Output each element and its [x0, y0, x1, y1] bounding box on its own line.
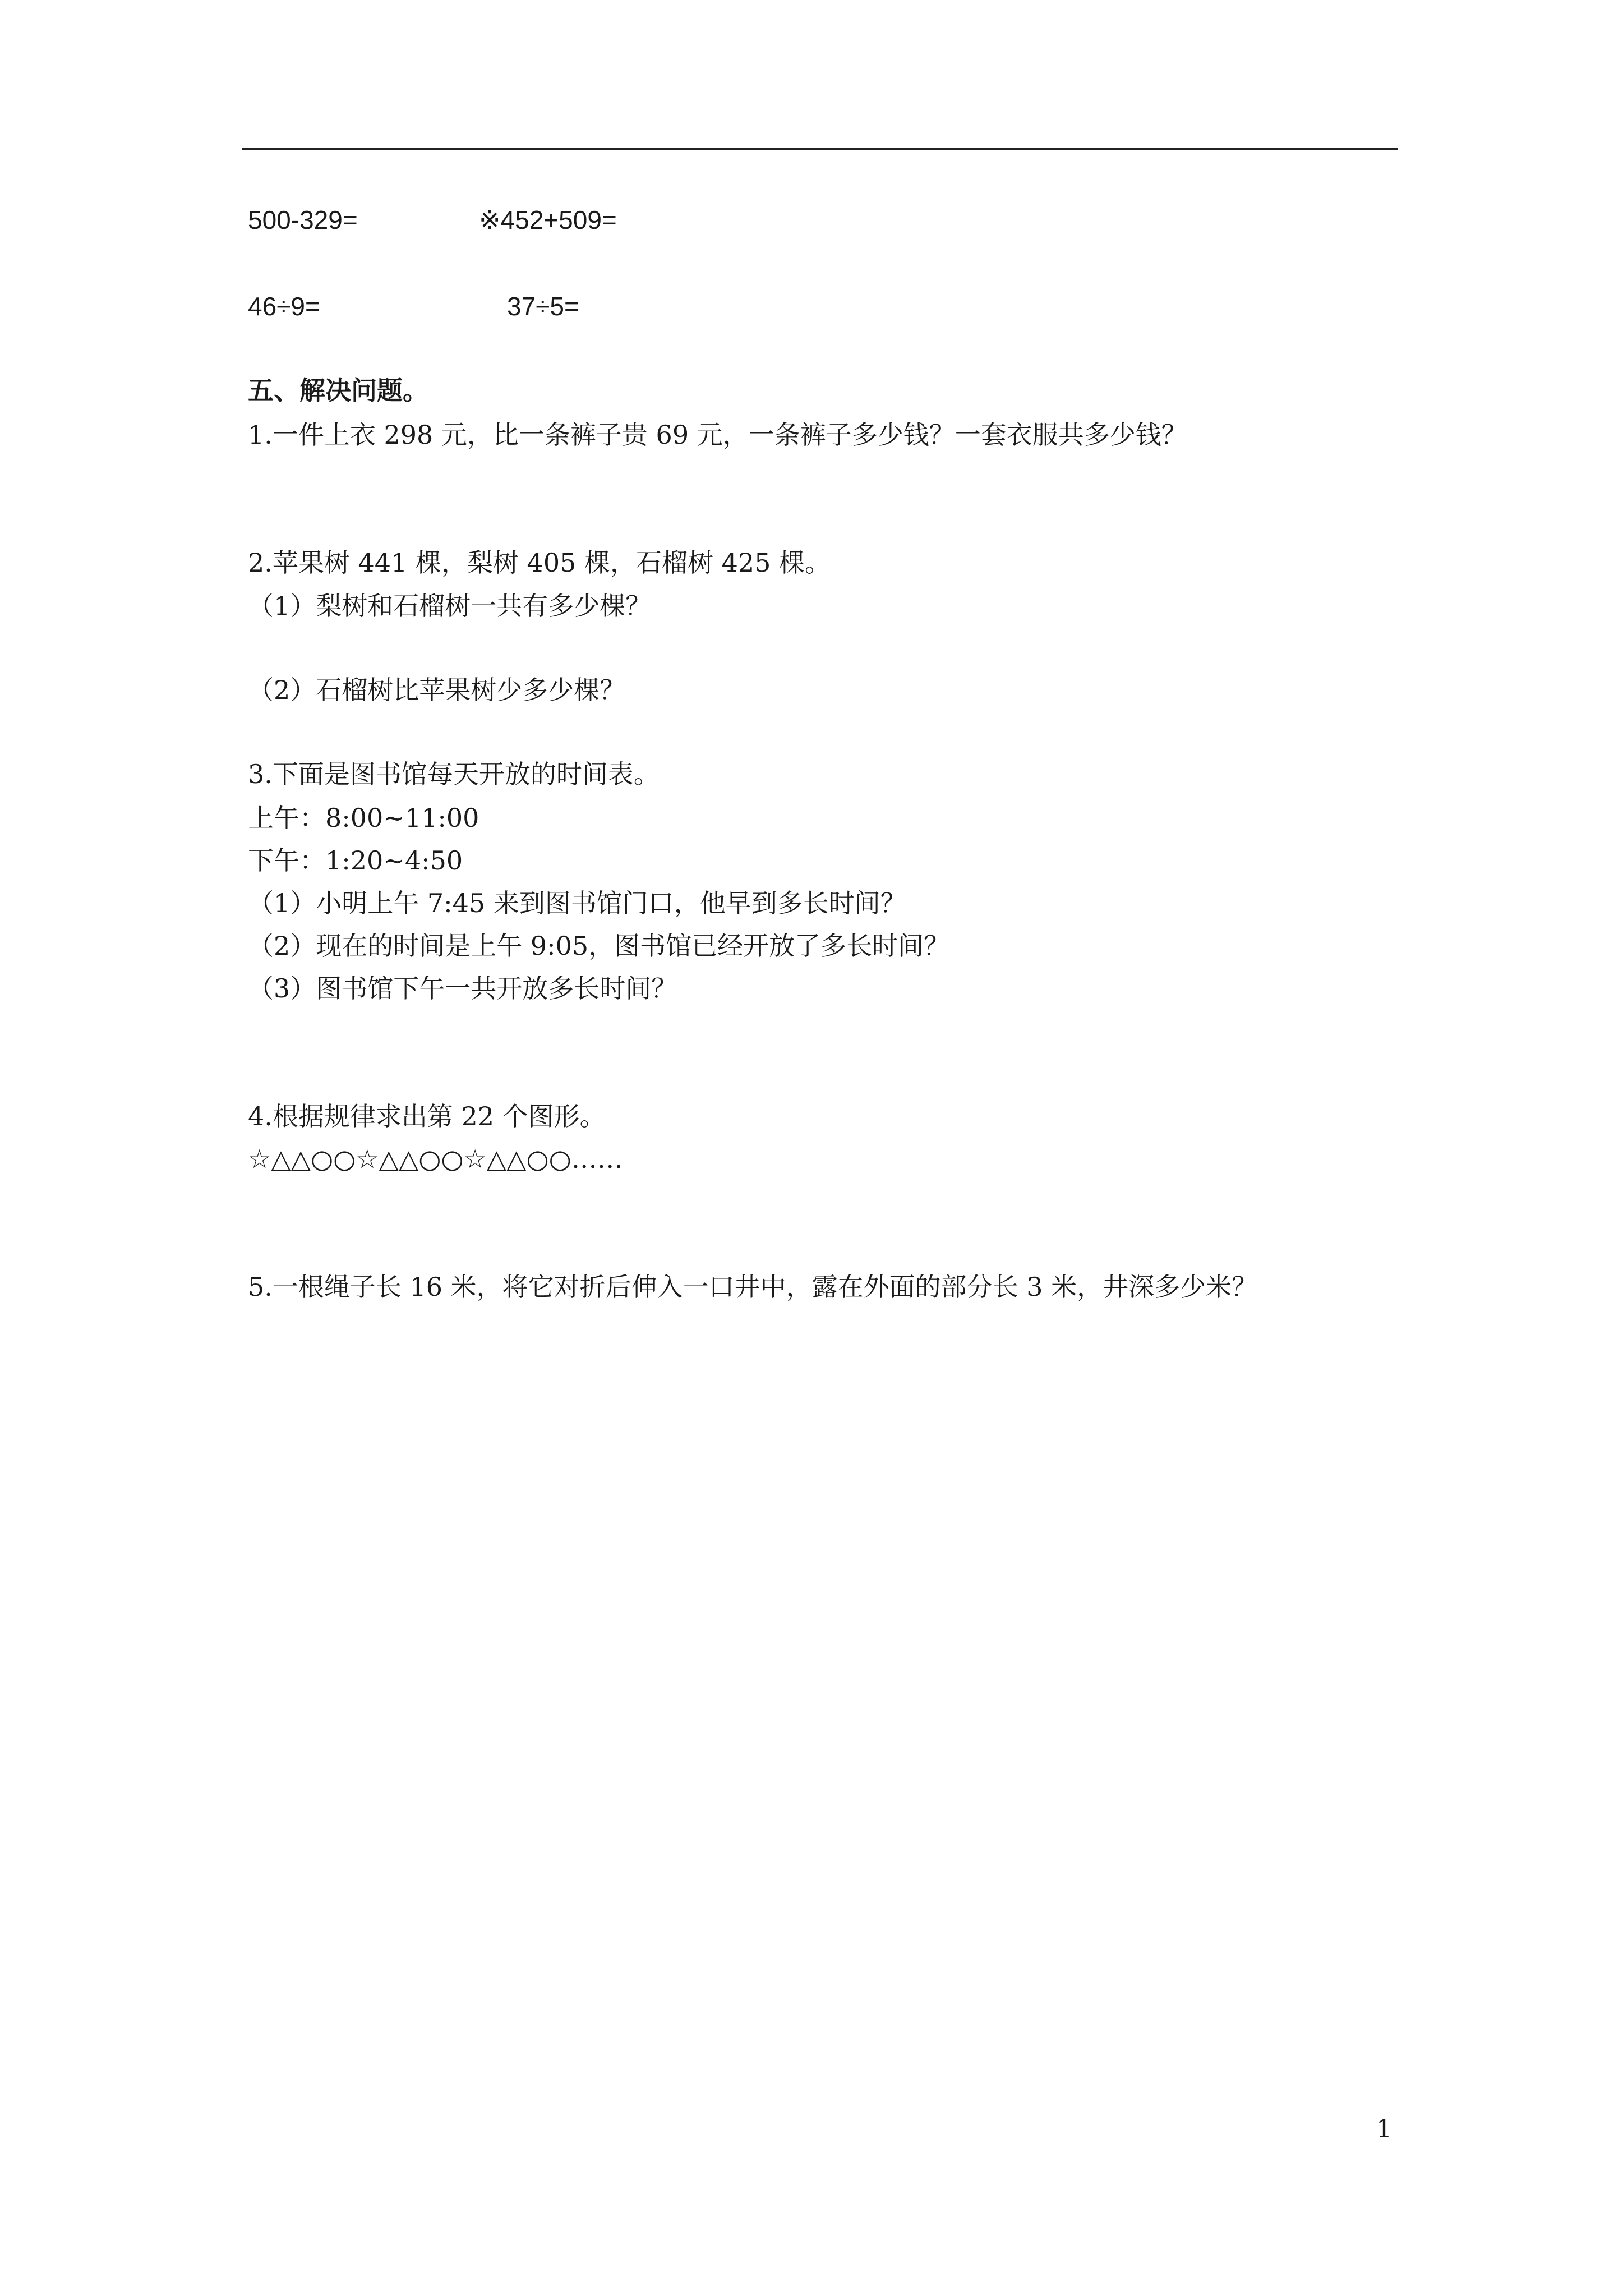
problem-3: 3.下面是图书馆每天开放的时间表。: [248, 759, 660, 789]
problem-2-part-2: （2）石榴树比苹果树少多少棵？: [248, 675, 626, 705]
calc-item: 37÷5=: [507, 292, 579, 321]
calc-item: ※452+509=: [479, 205, 617, 234]
header-rule: [242, 148, 1398, 150]
problem-3-part-2: （2）现在的时间是上午 9:05，图书馆已经开放了多长时间？: [248, 931, 950, 961]
schedule-afternoon: 下午：1:20~4:50: [248, 845, 463, 876]
problem-2: 2.苹果树 441 棵，梨树 405 棵，石榴树 425 棵。: [248, 547, 831, 578]
calc-item: 500-329=: [248, 205, 358, 234]
section-title: 五、解决问题。: [248, 375, 428, 406]
problem-3-part-3: （3）图书馆下午一共开放多长时间？: [248, 973, 677, 1004]
schedule-morning: 上午：8:00~11:00: [248, 803, 479, 833]
shape-pattern: ☆△△○○☆△△○○☆△△○○……: [248, 1144, 623, 1174]
problem-2-part-1: （1）梨树和石榴树一共有多少棵？: [248, 591, 652, 621]
problem-1: 1.一件上衣 298 元，比一条裤子贵 69 元，一条裤子多少钱？一套衣服共多少钱？: [248, 420, 1187, 450]
calc-item: 46÷9=: [248, 292, 320, 321]
problem-5: 5.一根绳子长 16 米，将它对折后伸入一口井中，露在外面的部分长 3 米，井深多少米？: [248, 1272, 1258, 1302]
page-number: 1: [1376, 2115, 1392, 2143]
problem-3-part-1: （1）小明上午 7:45 来到图书馆门口，他早到多长时间？: [248, 888, 906, 918]
problem-4: 4.根据规律求出第 22 个图形。: [248, 1101, 606, 1131]
